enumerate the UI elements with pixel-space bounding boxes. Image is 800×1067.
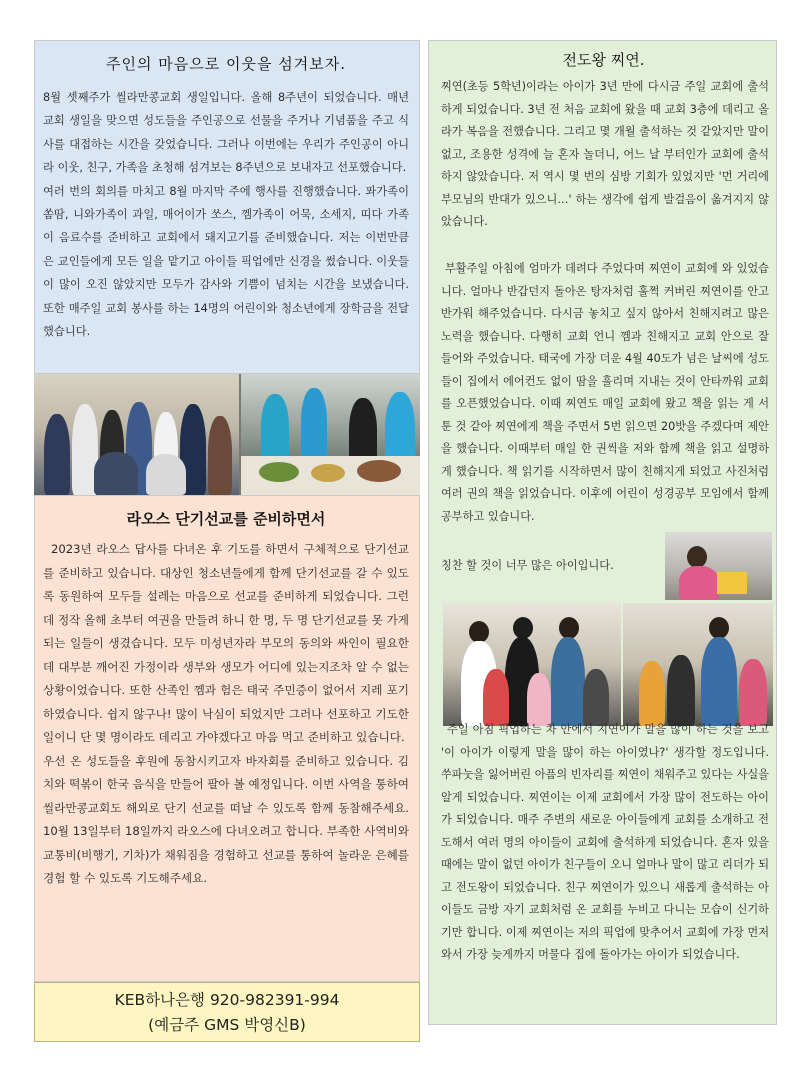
children-group-photo-2	[623, 603, 773, 726]
section1-title: 주인의 마음으로 이웃을 섬겨보자.	[106, 55, 346, 73]
children-group-photo-1	[443, 603, 621, 726]
food-table-photo	[241, 374, 420, 495]
section2-title: 라오스 단기선교를 준비하면서	[126, 510, 326, 528]
bank-account-holder: (예금주 GMS 박영신B)	[148, 1016, 306, 1034]
section3-paragraph-2: 부활주일 아침에 엄마가 데려다 주었다며 찌연이 교회에 와 있었습니다. 얼마나 반갑던지 돌아온 탕자처럼 훌쩍 커버린 찌연이를 안고 반가워 해주었습니다. 다시금 놓치고 싶지 않아서 친해지려고 많은 노력을 했습니다. 다행히 교회 언니 껨과 친해지고 교회 안으로 잘 들어와 주었습니다. 태국에 가장 더운 4월 40도가 넘은 날씨에 성도들이 집에서 에어컨도 없이 땀을 흘리며 지내는 것이 안타까워 교회를 오픈했었습니다. 이때 찌연도 매일 교회에 왔고 책을 읽는 게 서툰 것 같아 찌연에게 책을 주면서 5번 읽으면 20밧을 주겠다며 제안을 했습니다. 이때부터 매일 한 권씩을 저와 함께 책을 읽고 설명하게 했습니다. 책 읽기를 시작하면서 많이 친해지게 되었고 사진처럼 여러 권의 책을 읽었습니다. 이후에 어린이 성경공부 모임에서 함께 공부하고 있습니다.	[441, 262, 769, 523]
reading-photo	[665, 532, 772, 600]
anniversary-photos	[34, 374, 420, 495]
section-church-anniversary	[34, 40, 420, 374]
section-evangelism-king	[428, 40, 777, 1025]
section3-paragraph-2-last: 칭찬 할 것이 너무 많은 아이입니다.	[441, 559, 614, 572]
section3-paragraph-1: 찌연(초등 5학년)이라는 아이가 3년 만에 다시금 주일 교회에 출석하게 되었습니다. 3년 전 처음 교회에 왔을 때 교회 3층에 데리고 올라가 복음을 전했습니다. 그리고 몇 개월 출석하는 것 같았지만 말이 없고, 조용한 성격에 늘 혼자 놀더니, 어느 날 부터인가 교회에 출석하지 않았습니다. 저 역시 몇 번의 심방 기회가 있었지만 '먼 거리에 부모님의 반대가 있으니…' 하는 생각에 쉽게 발걸음이 옮겨지지 않았습니다.	[441, 80, 769, 228]
section1-paragraph-1: 8월 셋째주가 씰라만콩교회 생일입니다. 올해 8주년이 되었습니다. 매년 교회 생일을 맞으면 성도들을 주인공으로 선물을 주거나 기념품을 주고 식사를 대접하는 시간을 갖었습니다. 그러나 이번에는 우리가 주인공이 아니라 이웃, 친구, 가족을 초청해 섬겨보는 8주년으로 보내자고 선포했습니다.	[43, 91, 409, 175]
section3-paragraph-3: 주일 아침 픽업하는 차 안에서 지연이가 말을 많이 하는 것을 보고 '이 아이가 이렇게 말을 많이 하는 아이였나?' 생각할 정도입니다. 쑤파눗을 잃어버린 아픔의 빈자리를 찌연이 채워주고 있다는 사실을 알게 되었습니다. 찌연이는 이제 교회에서 가장 많이 전도하는 아이가 되었습니다. 매주 주변의 새로운 아이들에게 교회를 소개하고 전도해서 여러 명의 아이들이 교회에 출석하게 되었습니다. 혼자 있을 때에는 말이 없던 아이가 친구들이 오니 얼마나 말이 많고 리더가 되고 전도왕이 되었습니다. 친구 찌연이가 있으니 새롭게 출석하는 아이들도 금방 자기 교회처럼 온 교회를 누비고 다니는 모습이 신기하기만 합니다. 이제 찌연이는 저의 픽업에 맞추어서 교회에 가장 먼저 와서 가장 늦게까지 머물다 집에 돌아가는 아이가 되었습니다.	[441, 723, 769, 961]
section2-paragraph-1: 2023년 라오스 답사를 다녀온 후 기도를 하면서 구체적으로 단기선교를 준비하고 있습니다. 대상인 청소년들에게 함께 단기선교를 갈 수 있도록 동원하여 모두들 설레는 마음으로 선교를 준비하게 되었습니다. 그런데 정작 올해 초부터 여권을 만들려 하니 한 명, 두 명 단기선교를 못 가게 되는 일들이 생겼습니다. 모두 미성년자라 부모의 동의와 싸인이 필요한데 대부분 깨어진 가정이라 생부와 생모가 어디에 있는지조차 알 수 없는 상황이었습니다. 또한 산족인 껨과 험은 태국 주민증이 없어서 지레 포기하였습니다. 쉽지 않구나! 많이 낙심이 되었지만 그러나 선포하고 기도한 일이니 단 몇 명이라도 데리고 가야겠다고 마음 먹고 준비하고 있습니다.	[43, 542, 409, 744]
section1-paragraph-2: 여러 번의 회의를 마치고 8월 마지막 주에 행사를 진행했습니다. 퐈가족이 쏨땀, 니와가족이 과일, 매어이가 쏘스, 껨가족이 어묵, 소세지, 띠다 가족이 음료수를 준비하고 교회에서 돼지고기를 준비했습니다. 저는 이번만큼은 교인들에게 모든 일을 맡기고 아이들 픽업에만 신경을 썼습니다. 이웃들이 많이 오진 않았지만 모두가 감사와 기쁨이 넘치는 시간을 보냈습니다. 또한 매주일 교회 봉사를 하는 14명의 어린이와 청소년에게 장학금을 전달했습니다.	[43, 184, 409, 339]
bank-account-box	[34, 982, 420, 1042]
section-laos-mission	[34, 495, 420, 982]
bank-account-number: KEB하나은행 920-982391-994	[114, 991, 340, 1009]
section3-title: 전도왕 찌연.	[562, 51, 645, 69]
section2-paragraph-2: 우선 온 성도들을 후원에 동참시키고자 바자회를 준비하고 있습니다. 김치와 떡볶이 한국 음식을 만들어 팔아 볼 예정입니다. 이번 사역을 통하여 씰라만콩교회도 해외로 단기 선교를 떠날 수 있도록 함께 동참해주세요. 10월 13일부터 18일까지 라오스에 다녀오려고 합니다. 부족한 사역비와 교통비(비행기, 기차)가 채워짐을 경험하고 선교를 통하여 놀라운 은혜를 경험 할 수 있도록 기도해주세요.	[43, 753, 409, 885]
group-photo	[34, 374, 239, 495]
